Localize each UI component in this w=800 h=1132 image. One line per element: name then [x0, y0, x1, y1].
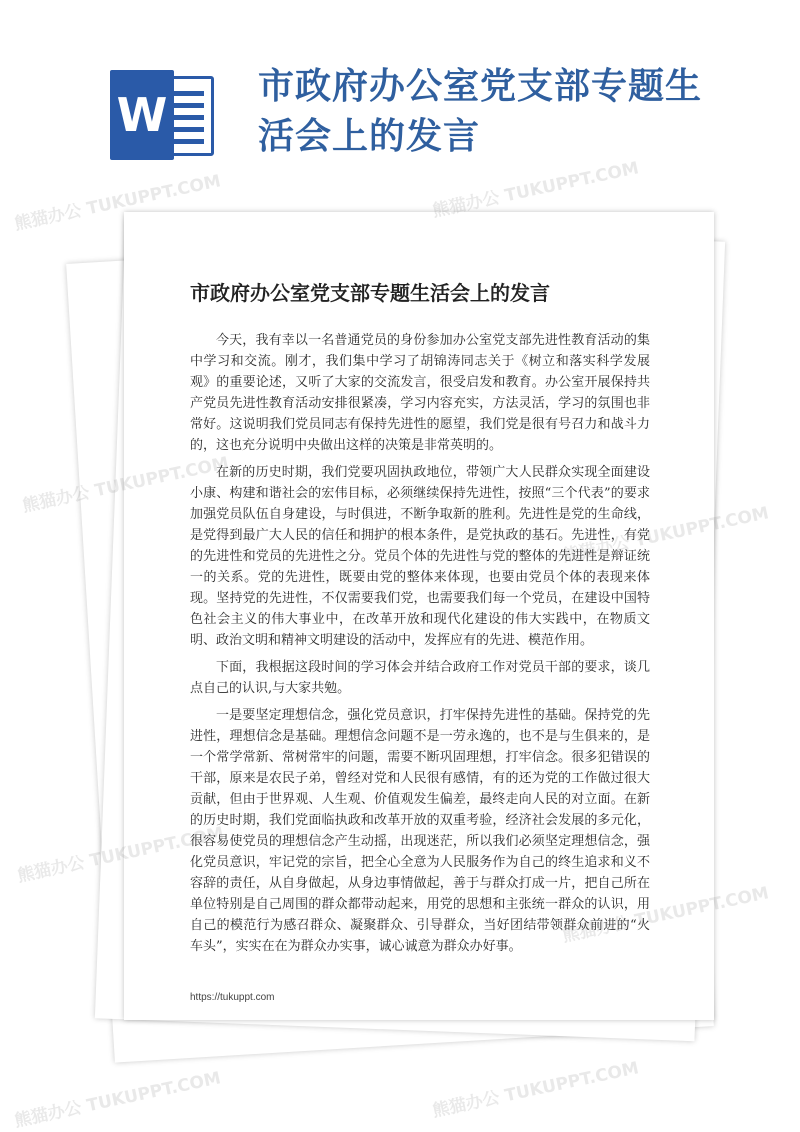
word-document-icon: [110, 70, 222, 160]
paragraph-2: 在新的历史时期，我们党要巩固执政地位，带领广大人民群众实现全面建设小康、构建和谐社会的宏伟目标，必须继续保持先进性，按照“三个代表”的要求加强党员队伍自身建设，与时俱进，不断争取新的胜利。先进性是党的生命线，是党得到最广大人民的信任和拥护的根本条件，是党执政的基石。先进性，有党的先进性和党员的先进性之分。党员个体的先进性与党的整体的先进性是辩证统一的关系。党的先进性，既要由党的整体来体现，也要由党员个体的表现来体现。坚持党的先进性，不仅需要我们党，也需要我们每一个党员，在建设中国特色社会主义的伟大事业中，在改革开放和现代化建设的伟大实践中，在物质文明、政治文明和精神文明建设的活动中，发挥应有的先进、模范作用。: [190, 465, 650, 648]
watermark: 熊猫办公: [15, 852, 87, 887]
word-letter-badge: W: [110, 70, 174, 160]
header: [0, 0, 800, 200]
paragraph-1: 今天，我有幸以一名普通党员的身份参加办公室党支部先进性教育活动的集中学习和交流。刚才，我们集中学习了胡锦涛同志关于《树立和落实科学发展观》的重要论述，又听了大家的交流发言，很受启发和教育。办公室开展保持共产党员先进性教育活动安排很紧凑，学习内容充实，方法灵活，学习的氛围也非常好。这说明我们党员同志有保持先进性的愿望，我们党是很有号召力和战斗力的，这也充分说明中央做出这样的决策是非常英明的。: [190, 333, 650, 453]
watermark: 熊猫办公 TUKUPPT.COM: [12, 1068, 223, 1132]
source-link[interactable]: https://tukuppt.com: [190, 992, 275, 1003]
watermark: 熊猫办公 TUKUPPT.COM: [430, 1058, 641, 1122]
document-body: [190, 330, 650, 960]
document-page: [124, 212, 714, 1020]
watermark: 熊猫办公 TUKUPPT.COM: [430, 158, 641, 222]
watermark: 熊猫办公: [20, 482, 92, 517]
document-title: 市政府办公室党支部专题生活会上的发言: [190, 281, 550, 305]
watermark: 熊猫办公 TUKUPPT.COM: [12, 171, 223, 235]
paragraph-3: 下面，我根据这段时间的学习体会并结合政府工作对党员干部的要求，谈几点自己的认识,与大家共勉。: [190, 660, 650, 696]
paragraph-4: 一是要坚定理想信念，强化党员意识，打牢保持先进性的基础。保持党的先进性，理想信念是基础。理想信念问题不是一劳永逸的，也不是与生俱来的，是一个常学常新、常树常牢的问题，需要不断巩固理想，打牢信念。很多犯错误的干部，原来是农民子弟，曾经对党和人民很有感情，有的还为党的工作做过很大贡献，但由于世界观、人生观、价值观发生偏差，最终走向人民的对立面。在新的历史时期，我们党面临执政和改革开放的双重考验，经济社会发展的多元化，很容易使党员的理想信念产生动摇，出现迷茫，所以我们必须坚定理想信念，强化党员意识，牢记党的宗旨，把全心全意为人民服务作为自己的终生追求和义不容辞的责任，从自身做起，从身边事情做起，善于与群众打成一片，把自己所在单位特别是自己周围的群众都带动起来，用党的思想和主张统一群众的认识，用自己的模范行为感召群众、凝聚群众、引导群众，当好团结带领群众前进的“火车头”，实实在在为群众办实事，诚心诚意为群众办好事。: [190, 708, 650, 954]
page-title: 市政府办公室党支部专题生活会上的发言: [258, 66, 703, 157]
